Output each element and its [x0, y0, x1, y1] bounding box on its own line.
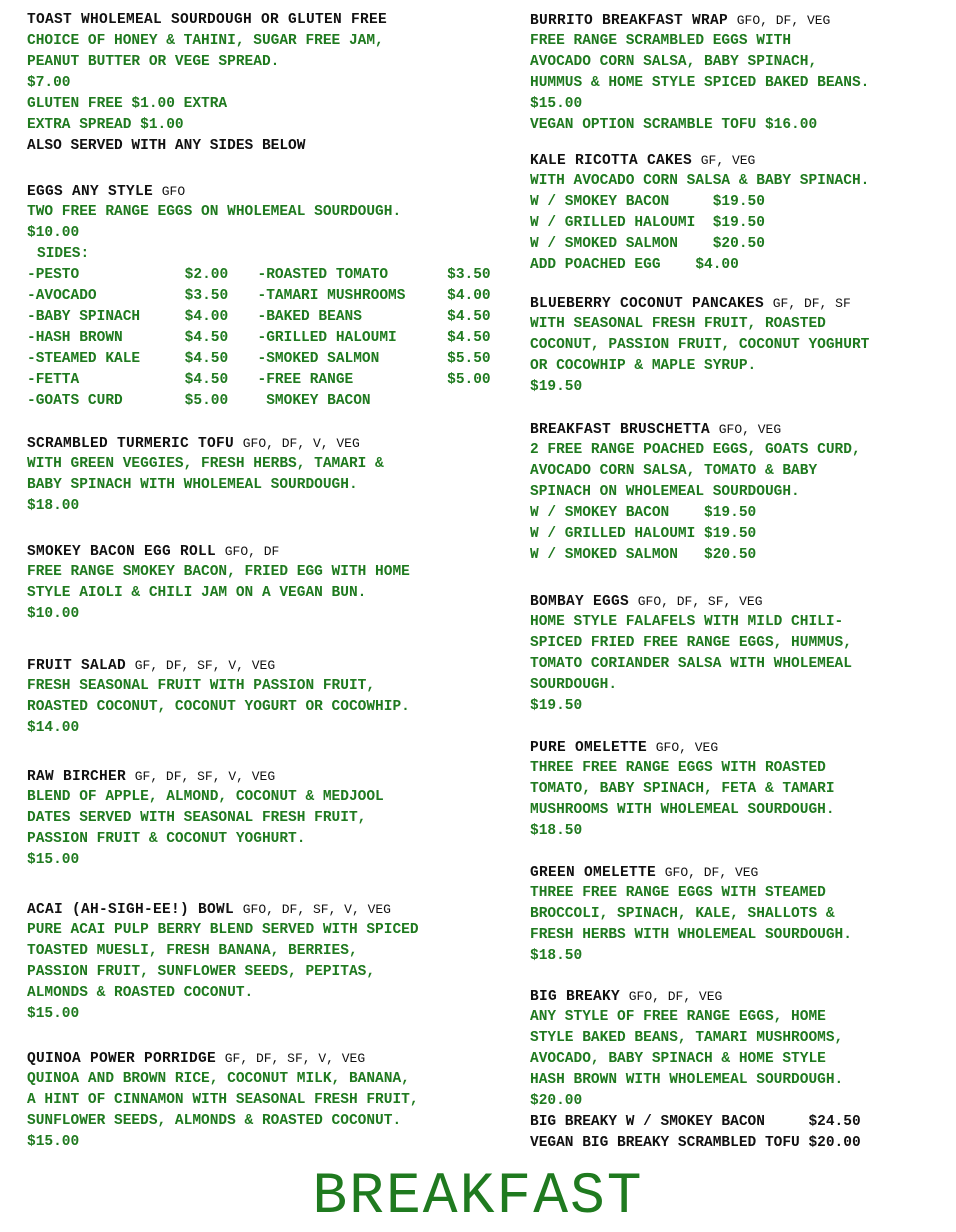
side-price: $4.00	[184, 309, 229, 325]
side-name: SMOKEY BACON	[257, 393, 371, 409]
menu-item-description: DATES SERVED WITH SEASONAL FRESH FRUIT,	[27, 810, 367, 826]
sides-row	[27, 286, 507, 307]
menu-item	[530, 419, 950, 566]
menu-item-description: BABY SPINACH WITH WHOLEMEAL SOURDOUGH.	[27, 477, 358, 493]
menu-item-price: $15.00	[27, 1006, 80, 1022]
menu-item-price: $14.00	[27, 720, 80, 736]
dietary-tags: GFO, VEG	[718, 422, 782, 437]
side-price: $4.50	[447, 309, 491, 325]
menu-item-description: ALMONDS & ROASTED COCONUT.	[27, 985, 254, 1001]
dietary-tags: GF, DF, SF, V, VEG	[134, 769, 276, 784]
menu-item-title: SCRAMBLED TURMERIC TOFU	[27, 436, 235, 452]
menu-item-description: PASSION FRUIT & COCONUT YOGHURT.	[27, 831, 306, 847]
menu-item-description: W / SMOKEY BACON $19.50	[530, 194, 765, 210]
menu-item-description: VEGAN OPTION SCRAMBLE TOFU $16.00	[530, 117, 818, 133]
menu-item-title: BREAKFAST BRUSCHETTA	[530, 422, 711, 438]
menu-item-title: SMOKEY BACON EGG ROLL	[27, 544, 217, 560]
menu-item-heading	[27, 655, 507, 676]
menu-item-description: HOME STYLE FALAFELS WITH MILD CHILI-	[530, 614, 844, 630]
menu-item-heading	[530, 419, 950, 440]
menu-item-price: $18.50	[530, 823, 583, 839]
side-price: $4.50	[184, 351, 229, 367]
menu-item-description: PASSION FRUIT, SUNFLOWER SEEDS, PEPITAS,	[27, 964, 376, 980]
menu-item-title: FRUIT SALAD	[27, 658, 127, 674]
menu-item-description: EXTRA SPREAD $1.00	[27, 117, 184, 133]
menu-item	[27, 655, 507, 739]
sides-row	[27, 307, 507, 328]
menu-item-heading	[530, 986, 950, 1007]
menu-item-description: PEANUT BUTTER OR VEGE SPREAD.	[27, 54, 280, 70]
menu-item-description: AVOCADO CORN SALSA, BABY SPINACH,	[530, 54, 818, 70]
menu-item-description: ROASTED COCONUT, COCONUT YOGURT OR COCOWHIP.	[27, 699, 410, 715]
menu-item	[530, 293, 950, 398]
menu-item-note: BIG BREAKY W / SMOKEY BACON $24.50	[530, 1114, 861, 1130]
menu-item-description: BROCCOLI, SPINACH, KALE, SHALLOTS &	[530, 906, 835, 922]
menu-item-title: RAW BIRCHER	[27, 769, 127, 785]
menu-item-title: QUINOA POWER PORRIDGE	[27, 1051, 217, 1067]
menu-item-note: VEGAN BIG BREAKY SCRAMBLED TOFU $20.00	[530, 1135, 861, 1151]
menu-item-description: THREE FREE RANGE EGGS WITH ROASTED	[530, 760, 826, 776]
side-name: -SMOKED SALMON	[257, 351, 380, 367]
side-price: $4.50	[447, 330, 491, 346]
side-name: -GRILLED HALOUMI	[257, 330, 397, 346]
side-price: $4.50	[184, 372, 229, 388]
menu-item-price: $19.50	[530, 698, 583, 714]
menu-item-heading	[27, 181, 507, 202]
menu-item-description: QUINOA AND BROWN RICE, COCONUT MILK, BANANA,	[27, 1071, 410, 1087]
menu-item-description: WITH SEASONAL FRESH FRUIT, ROASTED	[530, 316, 826, 332]
menu-item-price: $18.00	[27, 498, 80, 514]
menu-item-description: A HINT OF CINNAMON WITH SEASONAL FRESH FRUIT,	[27, 1092, 419, 1108]
menu-item-description: THREE FREE RANGE EGGS WITH STEAMED	[530, 885, 826, 901]
menu-item-title: TOAST WHOLEMEAL SOURDOUGH OR GLUTEN FREE	[27, 12, 388, 28]
menu-item-title: PURE OMELETTE	[530, 740, 648, 756]
dietary-tags: GF, DF, SF	[772, 296, 851, 311]
menu-item	[530, 591, 950, 717]
menu-item-heading	[530, 293, 950, 314]
menu-item	[27, 433, 507, 517]
side-name: -FETTA	[27, 372, 80, 388]
menu-item-description: FREE RANGE SCRAMBLED EGGS WITH	[530, 33, 792, 49]
menu-item-title: BURRITO BREAKFAST WRAP	[530, 13, 729, 29]
side-name: -FREE RANGE	[257, 372, 354, 388]
menu-item-description: TWO FREE RANGE EGGS ON WHOLEMEAL SOURDOUGH.	[27, 204, 402, 220]
menu-item-heading	[530, 591, 950, 612]
sides-row	[27, 265, 507, 286]
menu-item-description: TOMATO, BABY SPINACH, FETA & TAMARI	[530, 781, 835, 797]
menu-item-description: SOURDOUGH.	[530, 677, 618, 693]
side-name: -STEAMED KALE	[27, 351, 141, 367]
menu-item	[27, 766, 507, 871]
menu-item-description: WITH GREEN VEGGIES, FRESH HERBS, TAMARI &	[27, 456, 384, 472]
menu-item-description: SPICED FRIED FREE RANGE EGGS, HUMMUS,	[530, 635, 852, 651]
dietary-tags: GFO, DF, SF, V, VEG	[242, 902, 391, 917]
menu-item-price: $19.50	[530, 379, 583, 395]
menu-item-description: W / SMOKEY BACON $19.50	[530, 505, 757, 521]
menu-item-heading	[27, 899, 507, 920]
menu-item-description: FRESH HERBS WITH WHOLEMEAL SOURDOUGH.	[530, 927, 852, 943]
sides-row	[27, 370, 507, 391]
menu-item-heading	[27, 1048, 507, 1069]
dietary-tags: GF, DF, SF, V, VEG	[224, 1051, 366, 1066]
menu-item	[27, 181, 507, 412]
menu-item-price: $10.00	[27, 225, 80, 241]
menu-item-heading	[530, 737, 950, 758]
menu-item	[27, 1048, 507, 1153]
menu-item-price: $15.00	[530, 96, 583, 112]
menu-item-title: ACAI (AH-SIGH-EE!) BOWL	[27, 902, 235, 918]
menu-item-description: STYLE BAKED BEANS, TAMARI MUSHROOMS,	[530, 1030, 844, 1046]
side-price: $5.00	[447, 372, 491, 388]
menu-item-price: $7.00	[27, 75, 71, 91]
menu-item-description: COCONUT, PASSION FRUIT, COCONUT YOGHURT	[530, 337, 870, 353]
menu-item-title: BOMBAY EGGS	[530, 594, 630, 610]
menu-item-description: FRESH SEASONAL FRUIT WITH PASSION FRUIT,	[27, 678, 376, 694]
menu-item-description: FREE RANGE SMOKEY BACON, FRIED EGG WITH HOME	[27, 564, 410, 580]
side-name: -BABY SPINACH	[27, 309, 141, 325]
sides-row	[27, 349, 507, 370]
menu-item-description: CHOICE OF HONEY & TAHINI, SUGAR FREE JAM,	[27, 33, 384, 49]
menu-item-description: MUSHROOMS WITH WHOLEMEAL SOURDOUGH.	[530, 802, 835, 818]
menu-heading: BREAKFAST	[312, 1165, 644, 1230]
menu-item-title: BLUEBERRY COCONUT PANCAKES	[530, 296, 765, 312]
menu-item-description: BLEND OF APPLE, ALMOND, COCONUT & MEDJOOL	[27, 789, 384, 805]
menu-item-price: $15.00	[27, 1134, 80, 1150]
dietary-tags: GFO, DF, VEG	[736, 13, 831, 28]
menu-item-description: HUMMUS & HOME STYLE SPICED BAKED BEANS.	[530, 75, 870, 91]
menu-item-description: TOMATO CORIANDER SALSA WITH WHOLEMEAL	[530, 656, 852, 672]
menu-item-description: 2 FREE RANGE POACHED EGGS, GOATS CURD,	[530, 442, 861, 458]
dietary-tags: GFO, DF, VEG	[664, 865, 759, 880]
side-name: -BAKED BEANS	[257, 309, 362, 325]
menu-item-description: W / SMOKED SALMON $20.50	[530, 547, 757, 563]
menu-item	[27, 10, 507, 157]
side-price: $4.50	[184, 330, 229, 346]
side-price: $5.50	[447, 351, 491, 367]
menu-item-title: GREEN OMELETTE	[530, 865, 657, 881]
menu-item-description: W / SMOKED SALMON $20.50	[530, 236, 765, 252]
menu-item-description: W / GRILLED HALOUMI $19.50	[530, 215, 765, 231]
side-name: -HASH BROWN	[27, 330, 123, 346]
sides-row	[27, 328, 507, 349]
menu-item-description: WITH AVOCADO CORN SALSA & BABY SPINACH.	[530, 173, 870, 189]
menu-item-description: W / GRILLED HALOUMI $19.50	[530, 526, 757, 542]
menu-item	[27, 899, 507, 1025]
side-name: -GOATS CURD	[27, 393, 123, 409]
menu-item	[530, 150, 950, 276]
menu-item-description: STYLE AIOLI & CHILI JAM ON A VEGAN BUN.	[27, 585, 367, 601]
menu-item-description: HASH BROWN WITH WHOLEMEAL SOURDOUGH.	[530, 1072, 844, 1088]
side-name: -ROASTED TOMATO	[257, 267, 389, 283]
dietary-tags: GFO, VEG	[655, 740, 719, 755]
menu-item-heading	[27, 10, 507, 31]
menu-item-description: ADD POACHED EGG $4.00	[530, 257, 739, 273]
menu-item	[27, 541, 507, 625]
menu-item-price: $15.00	[27, 852, 80, 868]
dietary-tags: GFO	[161, 184, 186, 199]
menu-item-title: KALE RICOTTA CAKES	[530, 153, 693, 169]
menu-item-description: GLUTEN FREE $1.00 EXTRA	[27, 96, 228, 112]
menu-item	[530, 986, 950, 1154]
menu-item-description: ANY STYLE OF FREE RANGE EGGS, HOME	[530, 1009, 826, 1025]
menu-item-note: ALSO SERVED WITH ANY SIDES BELOW	[27, 138, 306, 154]
menu-item-description: TOASTED MUESLI, FRESH BANANA, BERRIES,	[27, 943, 358, 959]
side-name: -AVOCADO	[27, 288, 97, 304]
sides-row	[27, 391, 507, 412]
menu-item-description: SPINACH ON WHOLEMEAL SOURDOUGH.	[530, 484, 800, 500]
side-price: $2.00	[184, 267, 229, 283]
menu-item	[530, 737, 950, 842]
dietary-tags: GFO, DF, SF, VEG	[637, 594, 763, 609]
side-price: $4.00	[447, 288, 491, 304]
side-name: -TAMARI MUSHROOMS	[257, 288, 406, 304]
menu-item-description: OR COCOWHIP & MAPLE SYRUP.	[530, 358, 757, 374]
menu-item-heading	[27, 433, 507, 454]
menu-item-heading	[27, 541, 507, 562]
side-price: $3.50	[447, 267, 491, 283]
menu-item-heading	[530, 150, 950, 171]
side-price	[447, 391, 507, 412]
menu-item-description: AVOCADO, BABY SPINACH & HOME STYLE	[530, 1051, 826, 1067]
menu-item-heading	[27, 766, 507, 787]
menu-item-description: PURE ACAI PULP BERRY BLEND SERVED WITH SPICED	[27, 922, 419, 938]
sides-label: SIDES:	[37, 246, 90, 262]
menu-item-description: AVOCADO CORN SALSA, TOMATO & BABY	[530, 463, 818, 479]
side-name: -PESTO	[27, 267, 80, 283]
side-price: $3.50	[184, 288, 229, 304]
menu-item-price: $20.00	[530, 1093, 583, 1109]
dietary-tags: GFO, DF, V, VEG	[242, 436, 360, 451]
menu-item-description: SUNFLOWER SEEDS, ALMONDS & ROASTED COCONUT.	[27, 1113, 402, 1129]
menu-item-title: BIG BREAKY	[530, 989, 621, 1005]
menu-item-title: EGGS ANY STYLE	[27, 184, 154, 200]
dietary-tags: GF, VEG	[700, 153, 756, 168]
menu-item	[530, 10, 950, 136]
menu-item-price: $18.50	[530, 948, 583, 964]
dietary-tags: GFO, DF	[224, 544, 280, 559]
dietary-tags: GFO, DF, VEG	[628, 989, 723, 1004]
menu-item-price: $10.00	[27, 606, 80, 622]
menu-item-heading	[530, 862, 950, 883]
dietary-tags: GF, DF, SF, V, VEG	[134, 658, 276, 673]
menu-item	[530, 862, 950, 967]
side-price: $5.00	[184, 393, 229, 409]
menu-item-heading	[530, 10, 950, 31]
